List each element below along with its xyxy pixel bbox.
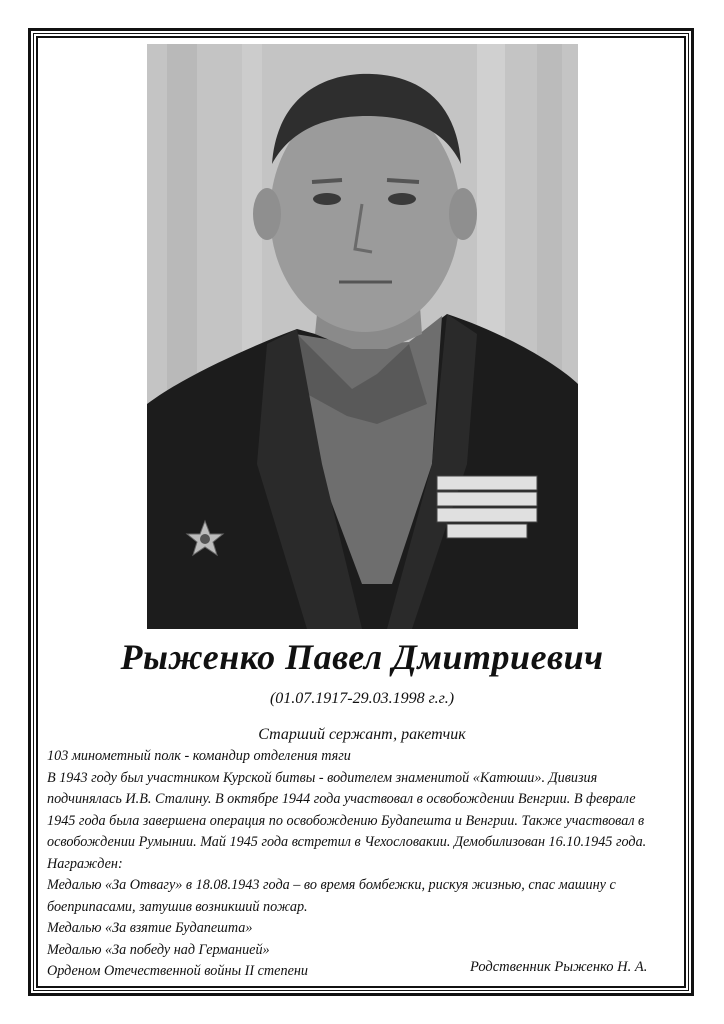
bio-line: Орденом Отечественной войны II степени	[47, 963, 308, 979]
biography-text	[47, 746, 687, 983]
bio-line: подчинялась И.В. Сталину. В октябре 1944 года участвовал в освобождении Венгрии. В феврале	[47, 791, 636, 807]
bio-line: 103 минометный полк - командир отделения тяги	[47, 748, 351, 764]
bio-line: Награжден:	[47, 855, 123, 872]
military-rank: Старший сержант, ракетчик	[258, 726, 466, 743]
bio-line: освобождении Румынии. Май 1945 года встретил в Чехословакии. Демобилизован 16.10.1945 года.	[47, 834, 647, 850]
bio-line: 1945 года была завершена операция по освобождению Будапешта и Венгрии. Также участвовал в	[47, 812, 645, 829]
life-dates: (01.07.1917-29.03.1998 г.г.)	[269, 690, 455, 707]
bio-line: Медалью «За взятие Будапешта»	[47, 920, 253, 936]
bio-line: В 1943 году был участником Курской битвы - водителем знаменитой «Катюши». Дивизия	[47, 769, 598, 786]
bio-line: боеприпасами, затушив возникший пожар.	[47, 898, 308, 915]
veteran-name: Рыженко Павел Дмитриевич	[120, 637, 604, 677]
bio-line: Медалью «За победу над Германией»	[47, 941, 270, 958]
portrait-photo	[147, 44, 578, 629]
bio-line: Медалью «За Отвагу» в 18.08.1943 года – во время бомбежки, рискуя жизнью, спас машину с	[47, 877, 616, 893]
relative-signature: Родственник Рыженко Н. А.	[470, 959, 648, 975]
